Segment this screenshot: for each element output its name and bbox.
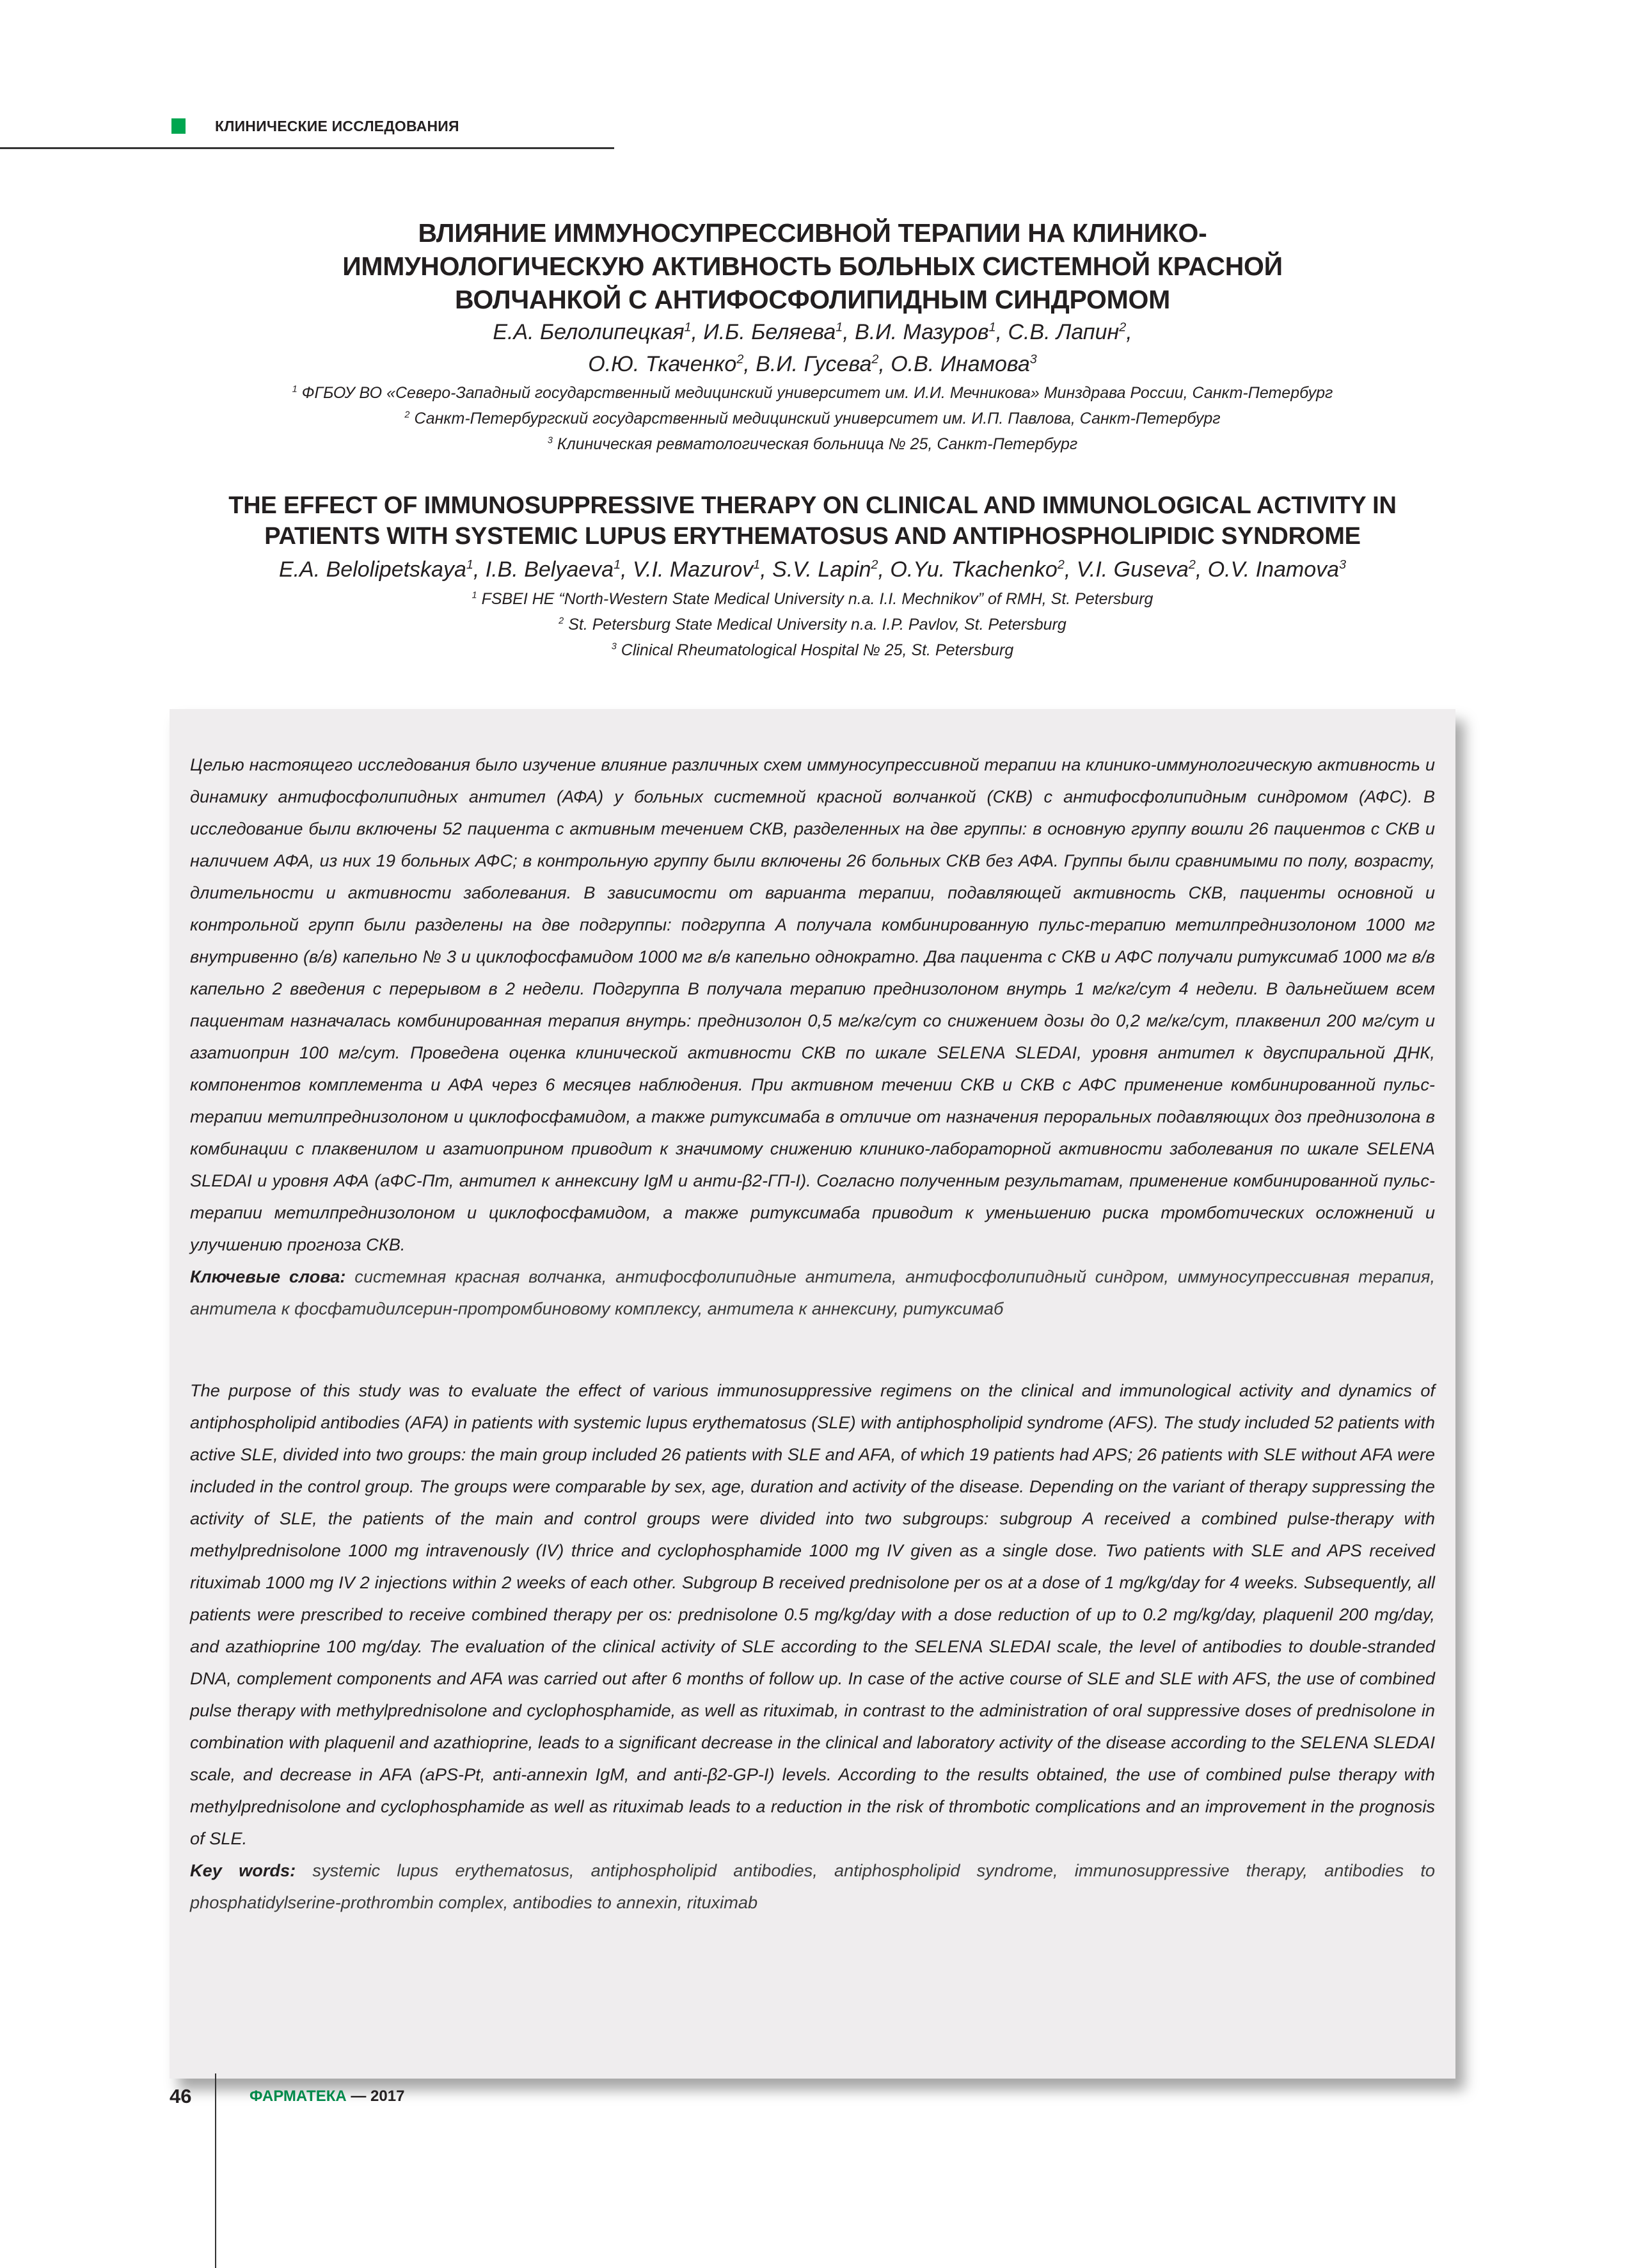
- author-sup: 1: [753, 557, 761, 572]
- keywords-en-label: Key words:: [190, 1860, 296, 1880]
- affiliation: [128, 431, 1497, 457]
- title-ru-line: ВОЛЧАНКОЙ С АНТИФОСФОЛИПИДНЫМ СИНДРОМОМ: [455, 285, 1170, 314]
- affiliations-en: [128, 586, 1497, 663]
- footer-divider: [215, 2109, 216, 2268]
- journal-name: ФАРМАТЕКА: [250, 2088, 347, 2105]
- page-number: 46: [170, 2085, 192, 2107]
- affiliation-sup: 2: [559, 616, 564, 627]
- journal-separator: —: [346, 2088, 371, 2105]
- affiliation-sup: 1: [292, 384, 297, 395]
- affiliation-text: Санкт-Петербургский государственный медицинский университет им. И.П. Павлова, Санкт-Петербург: [414, 410, 1221, 427]
- author-sup: 1: [466, 557, 473, 572]
- keywords-en: [190, 1855, 1435, 1919]
- author: V.I. Guseva: [1076, 557, 1189, 582]
- affiliation-sup: 3: [611, 641, 617, 652]
- author: И.Б. Беляева: [703, 320, 836, 344]
- title-ru-line: ИММУНОЛОГИЧЕСКУЮ АКТИВНОСТЬ БОЛЬНЫХ СИСТЕМНОЙ КРАСНОЙ: [342, 252, 1283, 281]
- affiliations-ru: [128, 380, 1497, 457]
- affiliation: [128, 637, 1497, 663]
- author-sup: 2: [1119, 320, 1127, 335]
- author: В.И. Гусева: [756, 352, 872, 376]
- keywords-ru: [190, 1261, 1435, 1325]
- affiliation-text: Клиническая ревматологическая больница № 25, Санкт-Петербург: [557, 435, 1078, 453]
- author: O.Yu. Tkachenko: [890, 557, 1058, 582]
- authors-ru-line: Е.А. Белолипецкая$^1$, И.Б. Беляева$^1$, В.И. Мазуров$^1$, С.В. Лапин$^2$,: [493, 320, 1132, 344]
- affiliation-sup: 1: [472, 590, 477, 601]
- author-sup: 1: [614, 557, 621, 572]
- author: О.Ю. Ткаченко: [588, 352, 737, 376]
- author: I.B. Belyaeva: [485, 557, 614, 582]
- abstract-ru: Целью настоящего исследования было изучение влияние различных схем иммуносупрессивной терапии на клинико-иммунологическую активность и динамику антифосфолипидных антител (АФА) у больных системной красной волчанкой (СКВ) с антифосфолипидным синдромом (АФС). В исследование были включены 52 пациента с активным течением СКВ, разделенных на две группы: в основную группу вошли 26 пациентов с СКВ и наличием АФА, из них 19 больных АФС; в контрольную группу были включены 26 больных СКВ без АФА. Группы были сравнимыми по полу, возрасту, длительности и активности заболевания. В зависимости от варианта терапии, подавляющей активность СКВ, пациенты основной и контрольной групп были разделены на две подгруппы: подгруппа А получала комбинированную пульс-терапию метилпреднизолоном 1000 мг внутривенно (в/в) капельно № 3 и циклофосфамидом 1000 мг в/в капельно однократно. Два пациента с СКВ и АФС получали ритуксимаб 1000 мг в/в капельно 2 введения с перерывом в 2 недели. Подгруппа В получала терапию преднизолоном внутрь 1 мг/кг/сут 4 недели. В дальнейшем всем пациентам назначалась комбинированная терапия внутрь: преднизолон 0,5 мг/кг/сут со снижением дозы до 0,2 мг/кг/сут, плаквенил 200 мг/сут и азатиоприн 100 мг/сут. Проведена оценка клинической активности СКВ по шкале SELENA SLEDAI, уровня антител к двуспиральной ДНК, компонентов комплемента и АФА через 6 месяцев наблюдения. При активном течении СКВ и СКВ с АФС применение комбинированной пульс-терапии метилпреднизолоном и циклофосфамидом, а также ритуксимаба в отличие от назначения пероральных подавляющих доз преднизолона в комбинации с плаквенилом и азатиоприном приводит к значимому снижению клинико-лабораторной активности заболевания по шкале SELENA SLEDAI и уровня АФА (аФС-Пт, антител к аннексину IgM и анти-β2-ГП-I). Согласно полученным результатам, применение комбинированной пульс-терапии метилпреднизолоном и циклофосфамидом, а также ритуксимаба приводит к уменьшению риска тромботических осложнений и улучшению прогноза СКВ.: [190, 755, 1435, 1254]
- section-label: КЛИНИЧЕСКИЕ ИССЛЕДОВАНИЯ: [215, 117, 459, 134]
- footer-divider: [215, 2073, 216, 2112]
- author: O.V. Inamova: [1207, 557, 1340, 582]
- author: E.A. Belolipetskaya: [278, 557, 466, 582]
- title-en: [154, 490, 1471, 552]
- abstract-box: [170, 709, 1455, 2079]
- author-sup: 2: [1188, 557, 1196, 572]
- author-sup: 2: [1057, 557, 1065, 572]
- affiliation-sup: 2: [404, 410, 410, 420]
- author: О.В. Инамова: [891, 352, 1030, 376]
- title-en-line: THE EFFECT OF IMMUNOSUPPRESSIVE THERAPY ON CLINICAL AND IMMUNOLOGICAL ACTIVITY IN: [228, 492, 1397, 519]
- footer-journal: [250, 2088, 404, 2105]
- journal-year: 2017: [370, 2088, 405, 2105]
- spacer: [190, 1325, 1435, 1375]
- authors-en: E.A. Belolipetskaya$^1$, I.B. Belyaeva$^1$, V.I. Mazurov$^1$, S.V. Lapin$^2$, O.Yu. Tkachenko$^2$, V.I. Guseva$^2$, O.V. Inamova$^3$: [278, 557, 1347, 582]
- author-sup: 2: [871, 557, 878, 572]
- title-ru-line: ВЛИЯНИЕ ИММУНОСУПРЕССИВНОЙ ТЕРАПИИ НА КЛИНИКО-: [418, 218, 1207, 248]
- affiliation: [128, 612, 1497, 637]
- author-sup: 2: [736, 352, 744, 367]
- author-sup: 1: [988, 320, 996, 335]
- affiliation-text: FSBEI HE “North-Western State Medical University n.a. I.I. Mechnikov” of RMH, St. Petersburg: [481, 590, 1153, 608]
- authors-ru: [192, 316, 1433, 380]
- author-sup: 3: [1029, 352, 1037, 367]
- abstract-en: The purpose of this study was to evaluate the effect of various immunosuppressive regimens on the clinical and immunological activity and dynamics of antiphospholipid antibodies (AFA) in patients with systemic lupus erythematosus (SLE) with antiphospholipid syndrome (AFS). The study included 52 patients with active SLE, divided into two groups: the main group included 26 patients with SLE and AFA, of which 19 patients had APS; 26 patients with SLE without AFA were included in the control group. The groups were comparable by sex, age, duration and activity of the disease. Depending on the variant of therapy suppressing the activity of SLE, the patients of the main and control groups were divided into two subgroups: subgroup A received a combined pulse-therapy with methylprednisolone 1000 mg intravenously (IV) thrice and cyclophosphamide 1000 mg IV given as a single dose. Two patients with SLE and APS received rituximab 1000 mg IV 2 injections within 2 weeks of each other. Subgroup B received prednisolone per os at a dose of 1 mg/kg/day for 4 weeks. Subsequently, all patients were prescribed to receive combined therapy per os: prednisolone 0.5 mg/kg/day with a dose reduction of up to 0.2 mg/kg/day, plaquenil 200 mg/day, and azathioprine 100 mg/day. The evaluation of the clinical activity of SLE according to the SELENA SLEDAI scale, the level of antibodies to double-stranded DNA, complement components and AFA was carried out after 6 months of follow up. In case of the active course of SLE and SLE with AFS, the use of combined pulse therapy with methylprednisolone and cyclophosphamide, as well as rituximab, in contrast to the administration of oral suppressive doses of prednisolone in combination with plaquenil and azathioprine, leads to a significant decrease in the clinical and laboratory activity of the disease according to the SELENA SLEDAI scale, and decrease in AFA (aPS-Pt, anti-annexin IgM, and anti-β2-GP-I) levels. According to the results obtained, the use of combined pulse therapy with methylprednisolone and cyclophosphamide as well as rituximab leads to a reduction in the risk of thrombotic complications and an improvement in the prognosis of SLE.: [190, 1380, 1435, 1848]
- author: Е.А. Белолипецкая: [493, 320, 685, 344]
- affiliation-text: Clinical Rheumatological Hospital № 25, St. Petersburg: [621, 641, 1014, 659]
- authors-ru-line: О.Ю. Ткаченко$^2$, В.И. Гусева$^2$, О.В. Инамова$^3$: [588, 352, 1037, 376]
- affiliation-sup: 3: [547, 435, 553, 446]
- author-sup: 2: [871, 352, 879, 367]
- keywords-ru-label: Ключевые слова:: [190, 1266, 346, 1286]
- affiliation-text: ФГБОУ ВО «Северо-Западный государственный медицинский университет им. И.И. Мечникова» Минздрава России, Санкт-Петербург: [301, 384, 1333, 402]
- author: В.И. Мазуров: [855, 320, 989, 344]
- author-sup: 3: [1339, 557, 1347, 572]
- author-sup: 1: [684, 320, 692, 335]
- header-rule: [0, 147, 614, 149]
- author: S.V. Lapin: [772, 557, 871, 582]
- title-ru: [192, 216, 1433, 316]
- keywords-en-text: systemic lupus erythematosus, antiphospholipid antibodies, antiphospholipid syndrome, immunosuppressive therapy, antibodies to phosphatidylserine-prothrombin complex, antibodies to annexin, rituximab: [190, 1860, 1435, 1912]
- keywords-ru-text: системная красная волчанка, антифосфолипидные антитела, антифосфолипидный синдром, иммуносупрессивная терапия, антитела к фосфатидилсерин-протромбиновому комплексу, антитела к аннексину, ритуксимаб: [190, 1266, 1435, 1318]
- affiliation-text: St. Petersburg State Medical University n.a. I.P. Pavlov, St. Petersburg: [568, 616, 1066, 634]
- author-sup: 1: [836, 320, 843, 335]
- section-header: [171, 115, 459, 137]
- affiliation: [128, 586, 1497, 612]
- affiliation: [128, 406, 1497, 431]
- author: С.В. Лапин: [1008, 320, 1120, 344]
- abstract-content: [190, 749, 1435, 1919]
- affiliation: [128, 380, 1497, 406]
- section-marker-square: [171, 118, 186, 134]
- title-en-line: PATIENTS WITH SYSTEMIC LUPUS ERYTHEMATOSUS AND ANTIPHOSPHOLIPIDIC SYNDROME: [264, 523, 1361, 550]
- author: V.I. Mazurov: [632, 557, 754, 582]
